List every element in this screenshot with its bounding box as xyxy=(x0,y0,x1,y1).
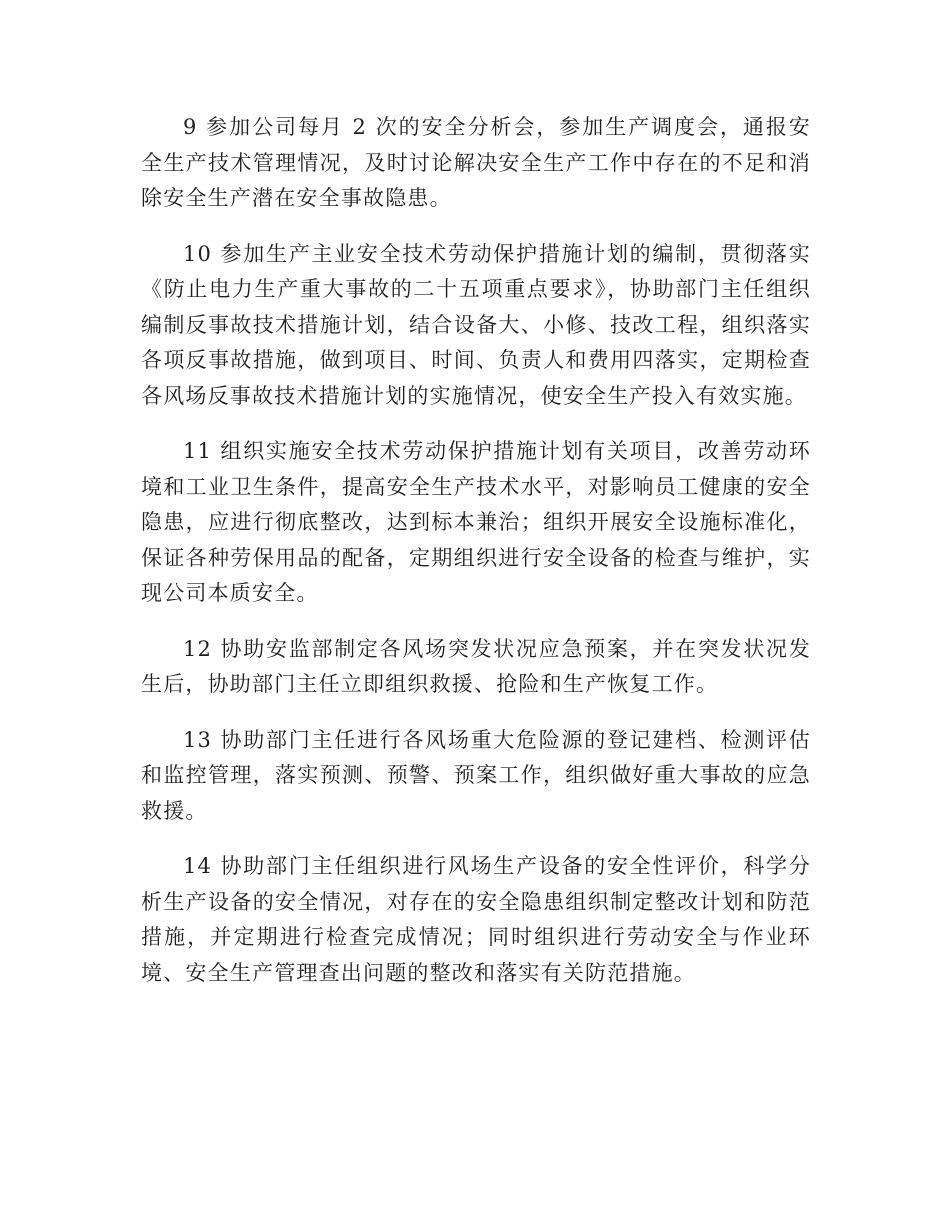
paragraph-10: 10 参加生产主业安全技术劳动保护措施计划的编制，贯彻落实《防止电力生产重大事故的二十五项重点要求》，协助部门主任组织编制反事故技术措施计划，结合设备大、小修、技改工程，组织落实各项反事故措施，做到项目、时间、负责人和费用四落实，定期检查各风场反事故技术措施计划的实施情况，使安全生产投入有效实施。 xyxy=(141,241,811,408)
paragraph-13: 13 协助部门主任进行各风场重大危险源的登记建档、检测评估和监控管理，落实预测、预警、预案工作，组织做好重大事故的应急救援。 xyxy=(141,727,811,823)
paragraph-11: 11 组织实施安全技术劳动保护措施计划有关项目，改善劳动环境和工业卫生条件，提高安全生产技术水平，对影响员工健康的安全隐患，应进行彻底整改，达到标本兼治；组织开展安全设施标准化，保证各种劳保用品的配备，定期组织进行安全设备的检查与维护，实现公司本质安全。 xyxy=(141,439,811,605)
paragraph-9: 9 参加公司每月 2 次的安全分析会，参加生产调度会，通报安全生产技术管理情况，及时讨论解决安全生产工作中存在的不足和消除安全生产潜在安全事故隐患。 xyxy=(141,115,811,210)
paragraph-12: 12 协助安监部制定各风场突发状况应急预案，并在突发状况发生后，协助部门主任立即组织救援、抢险和生产恢复工作。 xyxy=(141,636,811,696)
document-body xyxy=(141,110,811,1011)
paragraph-14: 14 协助部门主任组织进行风场生产设备的安全性评价，科学分析生产设备的安全情况，对存在的安全隐患组织制定整改计划和防范措施，并定期进行检查完成情况；同时组织进行劳动安全与作业环境、安全生产管理查出问题的整改和落实有关防范措施。 xyxy=(141,854,811,985)
